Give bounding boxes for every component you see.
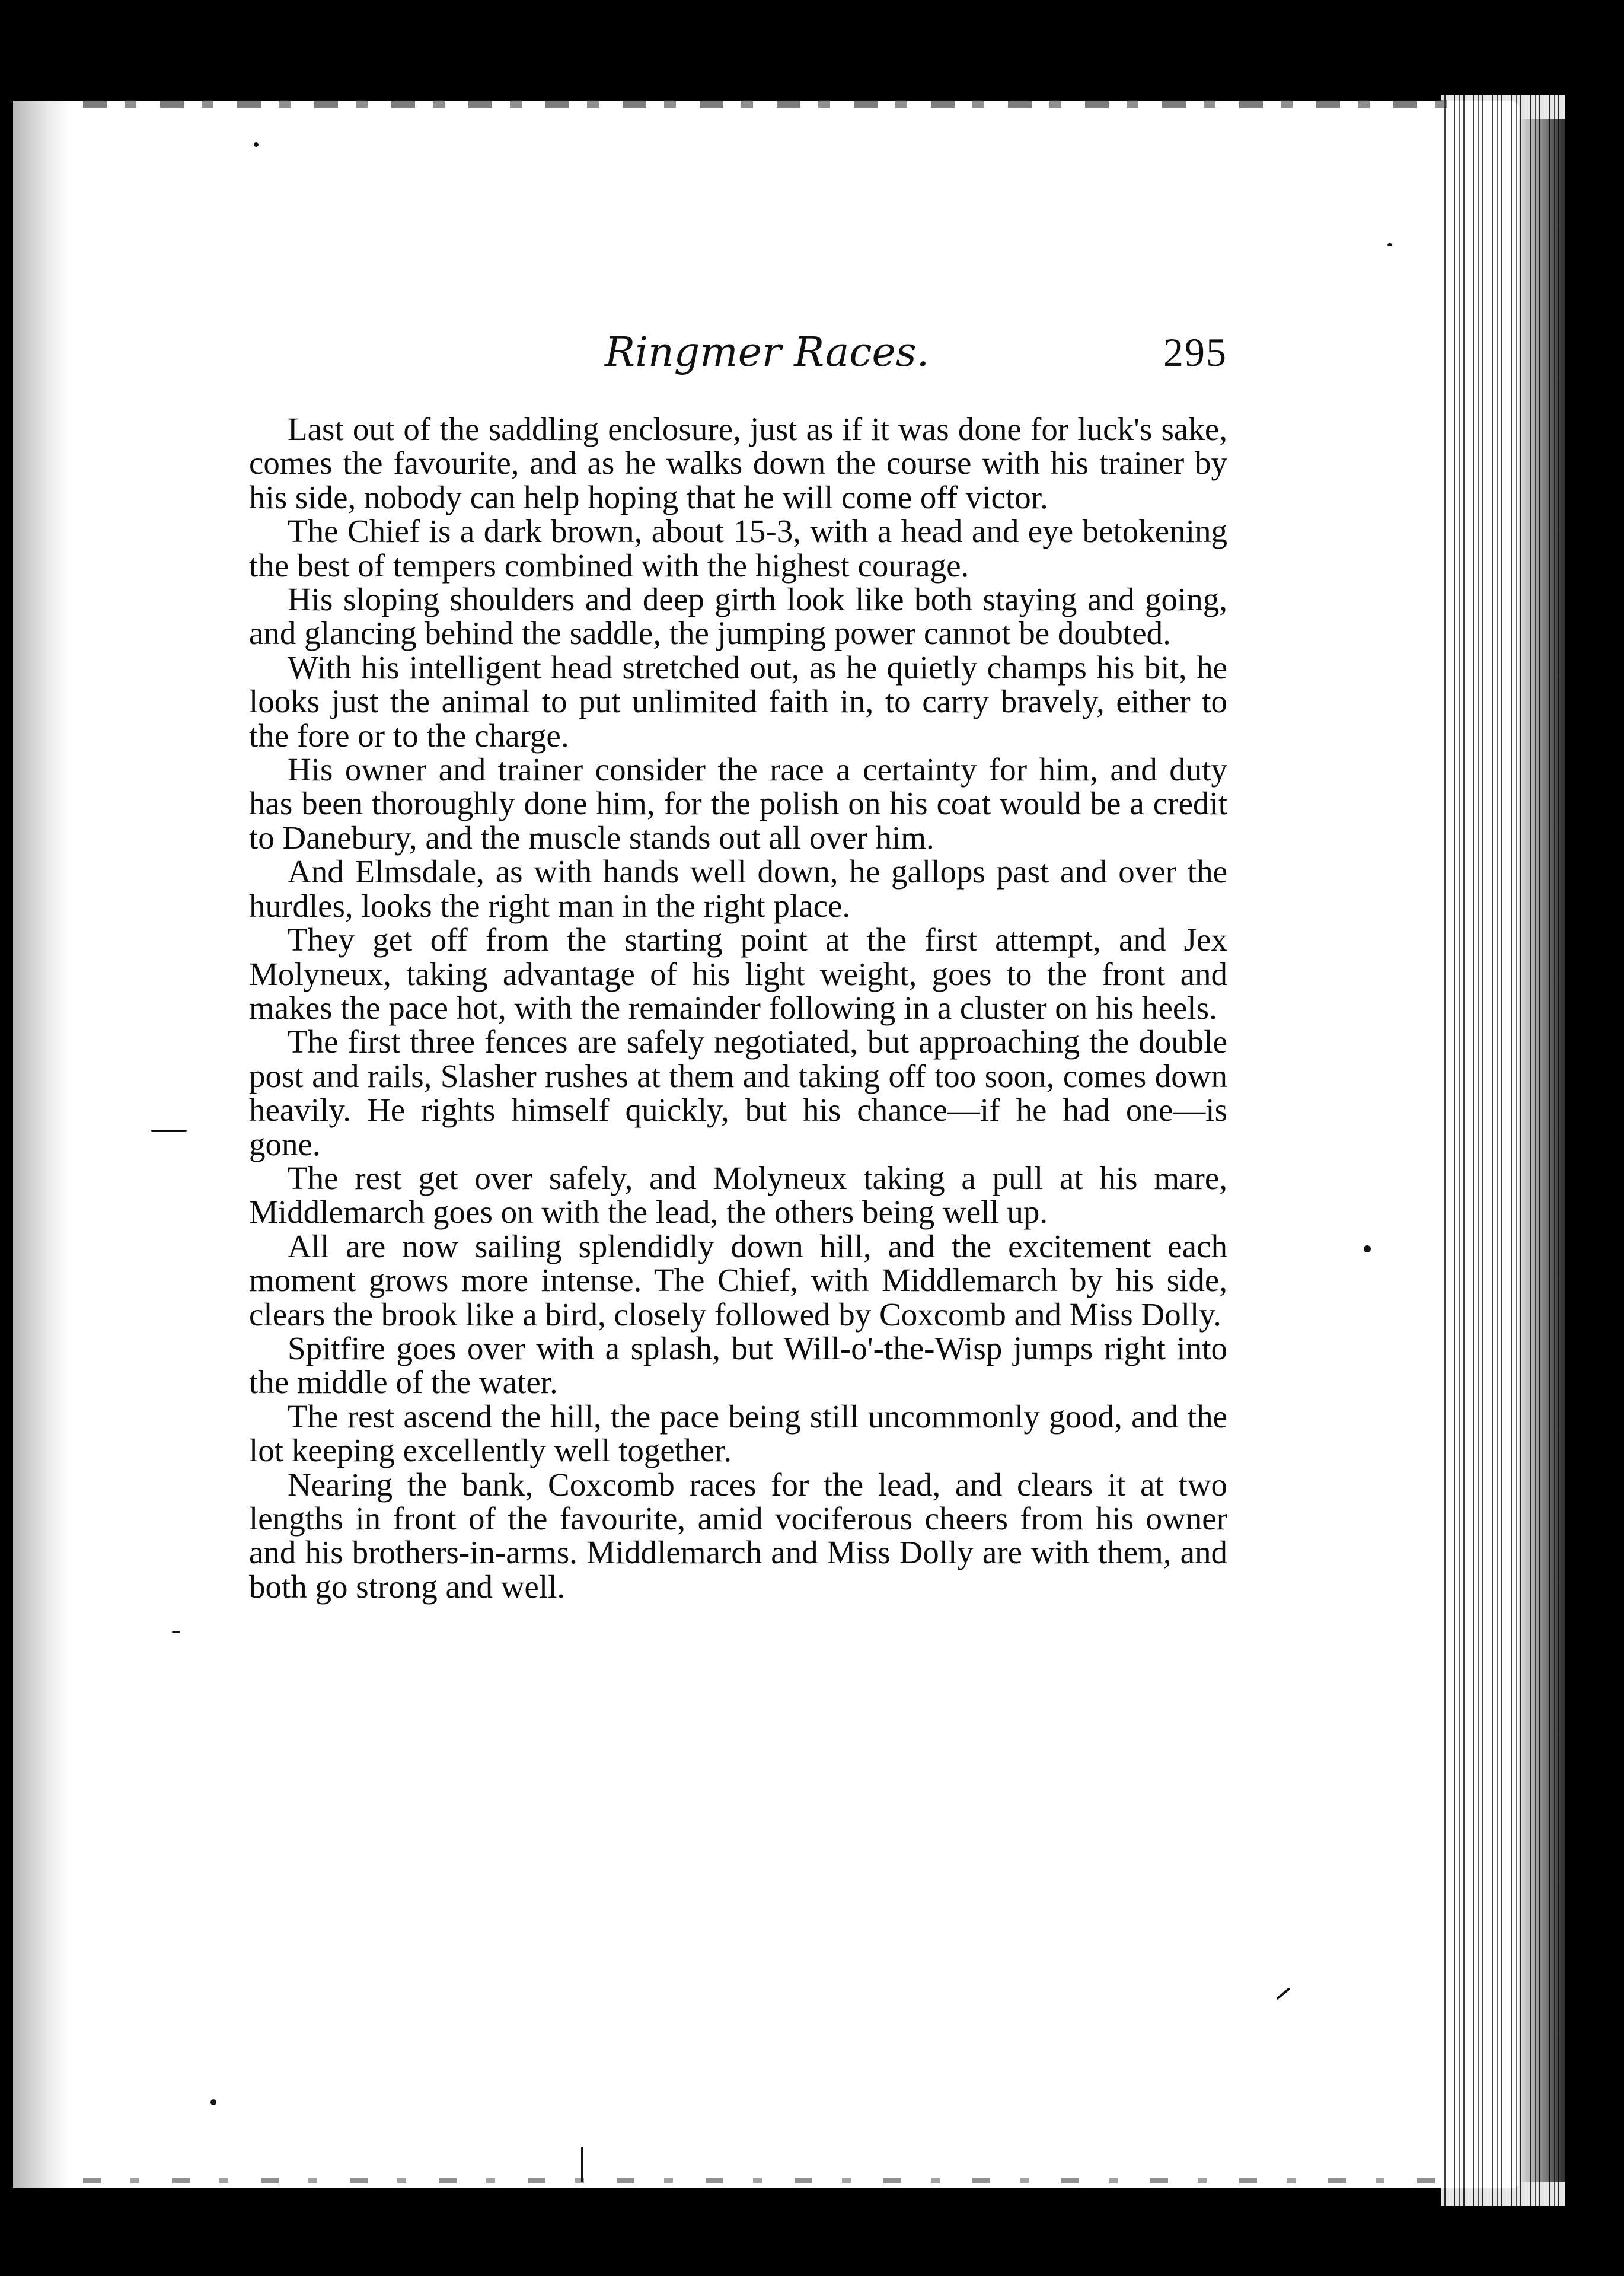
paragraph: The first three fences are safely negotiated, but approaching the double post and rails, Slasher rushes at them and taking off too soon, comes down heavily. He rights himself quickly, but his chance—if he had one—is gone. xyxy=(249,1024,1227,1162)
scan-speck xyxy=(172,1631,180,1633)
paragraph: Nearing the bank, Coxcomb races for the lead, and clears it at two lengths in front of the favourite, amid vociferous cheers from his owner and his brothers-in-arms. Middlemarch and Miss Dolly are with them, and both go strong and well. xyxy=(249,1466,1227,1605)
paragraph: They get off from the starting point at the first attempt, and Jex Molyneux, taking advantage of his light weight, goes to the front and makes the pace hot, with the remainder following in a cluster on his heels. xyxy=(249,922,1227,1026)
paragraph: His sloping shoulders and deep girth look like both staying and going, and glancing behind the saddle, the jumping power cannot be doubted. xyxy=(249,581,1227,652)
page-bottom-edge xyxy=(83,2178,1447,2183)
scan-speck xyxy=(1387,243,1392,246)
scan-speck xyxy=(1364,1245,1371,1252)
paragraph: The rest get over safely, and Molyneux taking a pull at his mare, Middlemarch goes on with the lead, the others being well up. xyxy=(249,1159,1227,1231)
scan-speck xyxy=(254,142,259,147)
paragraph: The rest ascend the hill, the pace being still uncommonly good, and the lot keeping excellently well together. xyxy=(249,1398,1227,1469)
running-header xyxy=(249,329,1233,382)
paragraph: And Elmsdale, as with hands well down, he gallops past and over the hurdles, looks the right man in the right place. xyxy=(249,853,1227,924)
body-text xyxy=(249,412,1227,1604)
paragraph: His owner and trainer consider the race a certainty for him, and duty has been thoroughly done him, for the polish on his coat would be a credit to Danebury, and the muscle stands out all over him. xyxy=(249,751,1227,856)
scan-speck xyxy=(210,2099,216,2105)
page-top-edge xyxy=(83,100,1447,108)
page-edges-shadow xyxy=(1518,119,1589,2182)
page-fold-shadow xyxy=(13,101,69,2188)
paragraph: Last out of the saddling enclosure, just as if it was done for luck's sake, comes the favourite, and as he walks down the course with his trainer by his side, nobody can help hoping that he will come off victor. xyxy=(249,411,1227,515)
page-number: 295 xyxy=(1163,330,1227,375)
paragraph: With his intelligent head stretched out, as he quietly champs his bit, he looks just the animal to put unlimited faith in, to carry bravely, either to the fore or to the charge. xyxy=(249,649,1227,754)
running-title: Ringmer Races. xyxy=(605,329,930,376)
paragraph: All are now sailing splendidly down hill, and the excitement each moment grows more intense. The Chief, with Middlemarch by his side, clears the brook like a bird, closely followed by Coxcomb and Miss Dolly. xyxy=(249,1228,1227,1333)
scan-speck xyxy=(151,1130,187,1132)
scan-speck xyxy=(581,2147,583,2182)
paragraph: The Chief is a dark brown, about 15-3, with a head and eye betokening the best of tempers combined with the highest courage. xyxy=(249,513,1227,584)
paragraph: Spitfire goes over with a splash, but Will-o'-the-Wisp jumps right into the middle of the water. xyxy=(249,1330,1227,1401)
